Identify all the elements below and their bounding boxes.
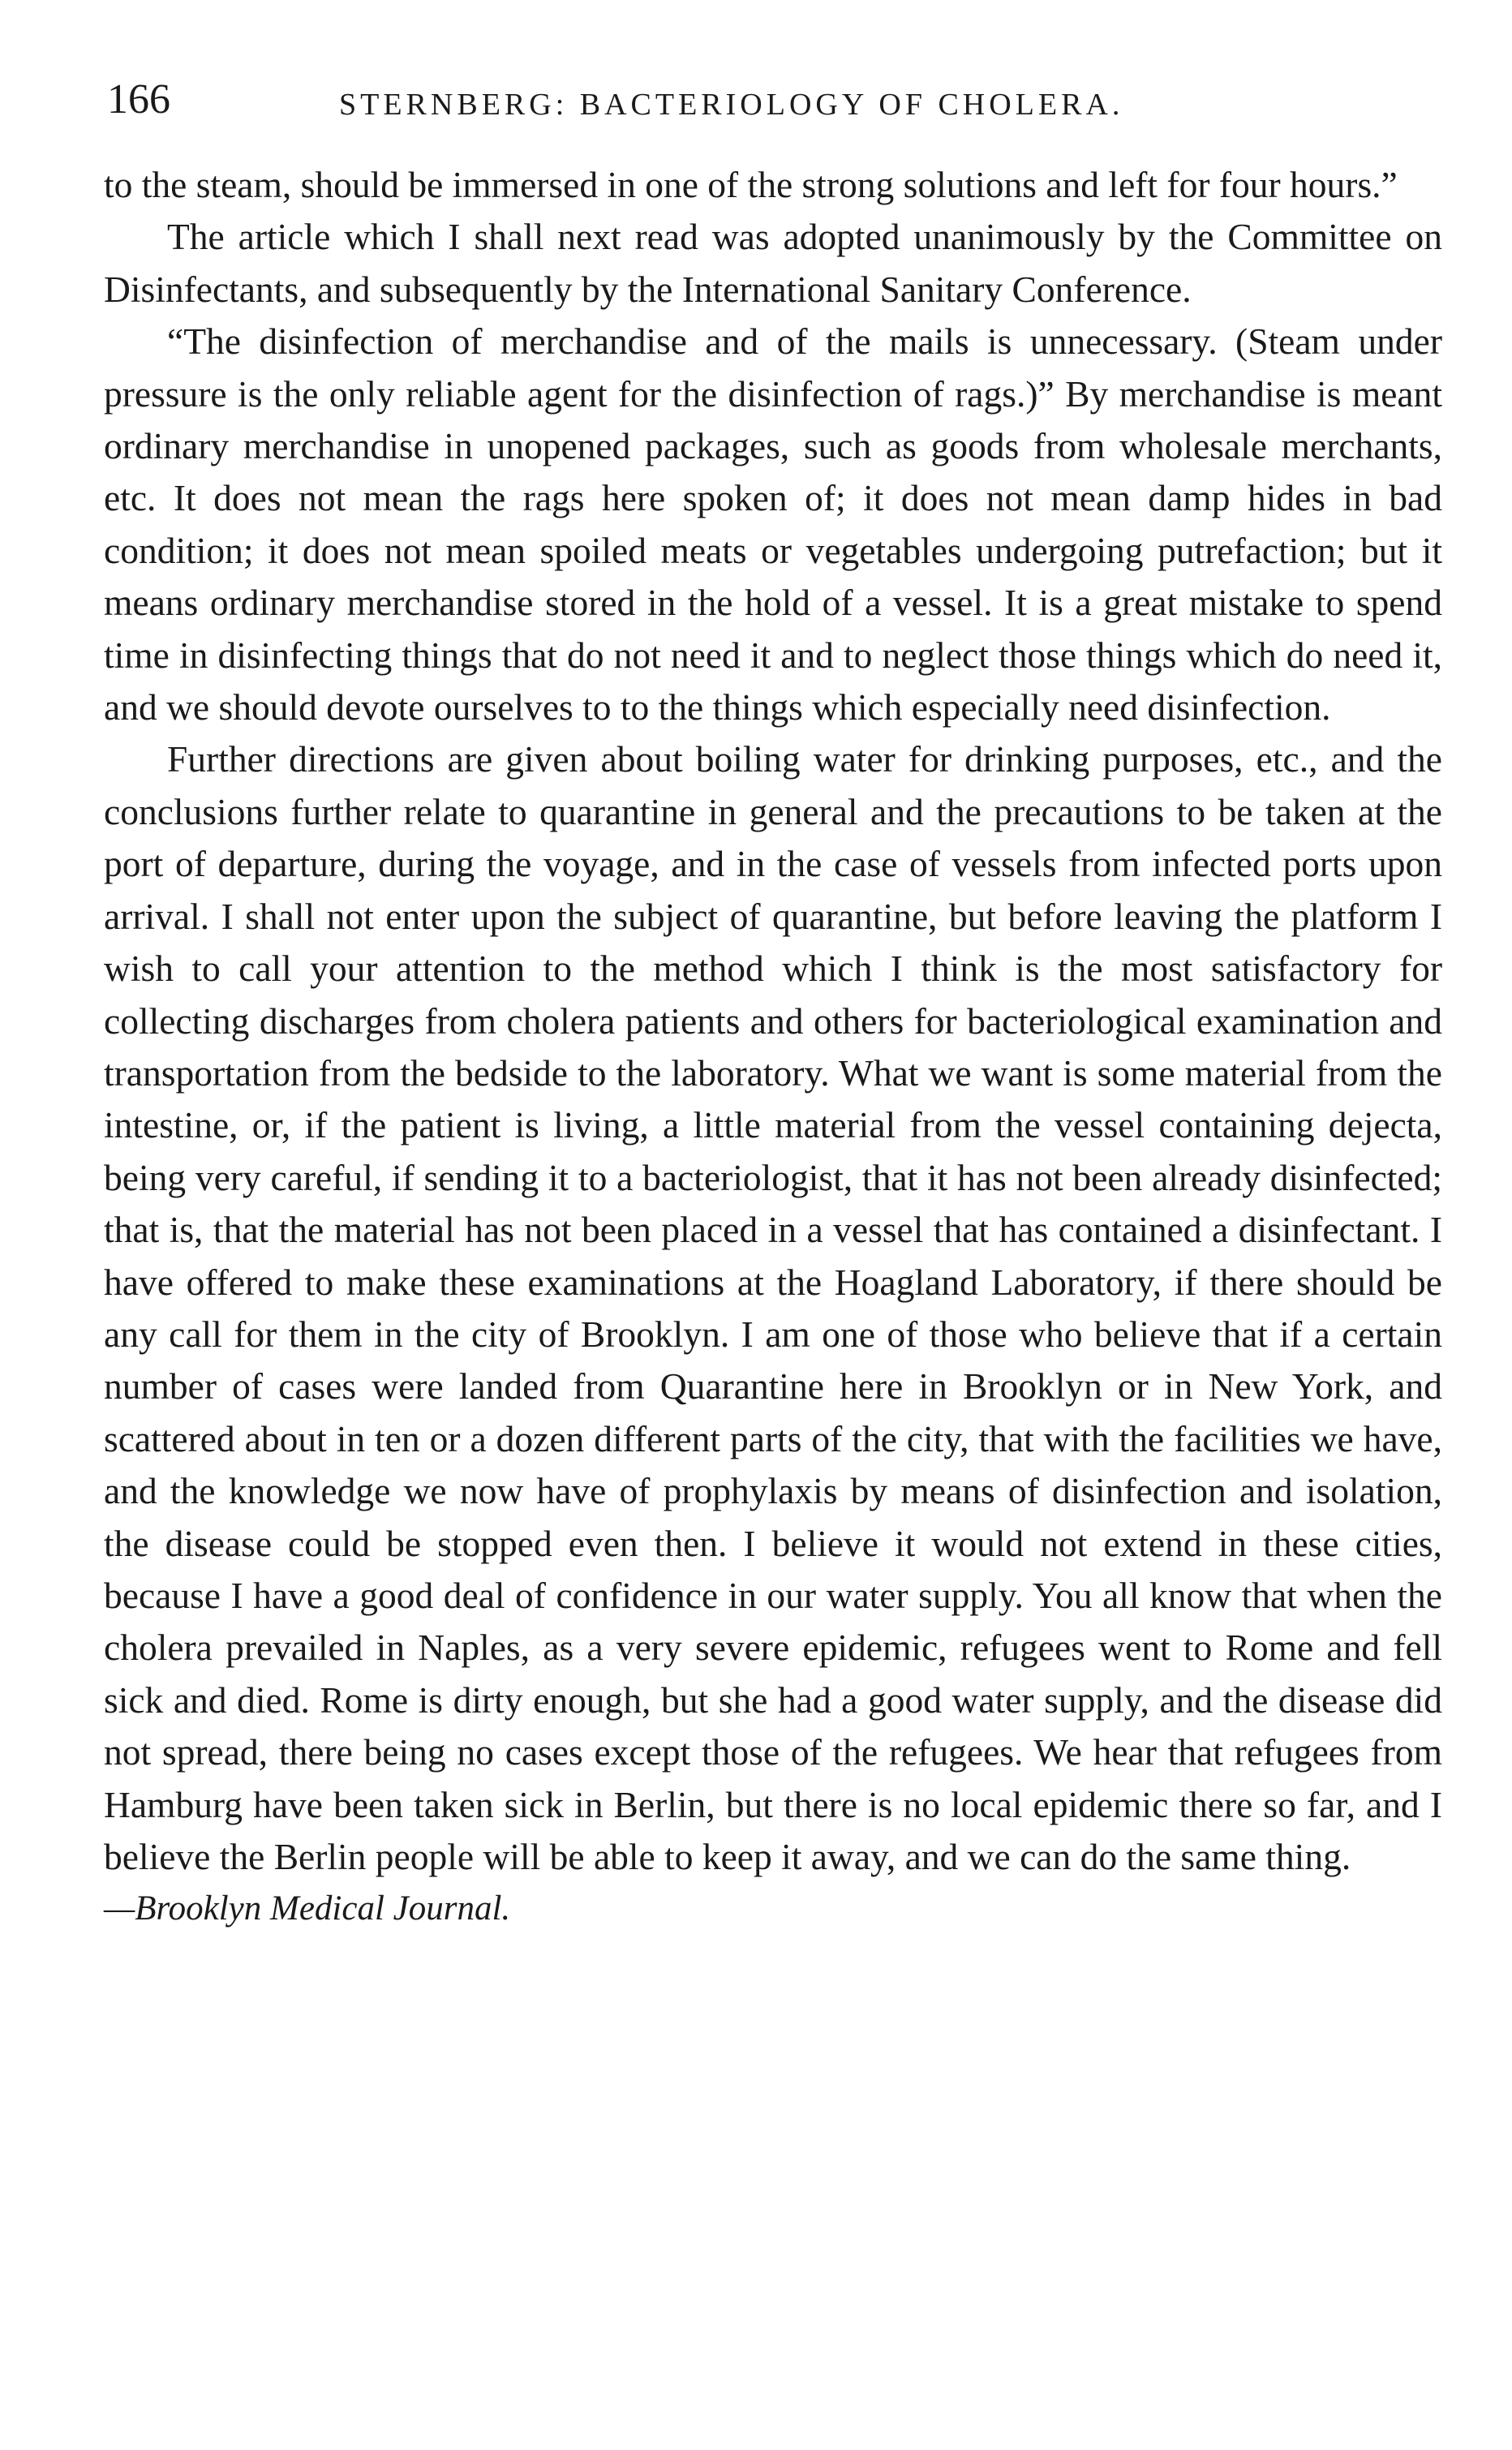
source-citation: —Brooklyn Medical Journal. (104, 1889, 511, 1928)
paragraph-merchandise: “The disinfection of merchandise and of the mails is unnecessary. (Steam under pressure is the only reliable agent for the disinfection of rags.)” By merchandise is meant ordinary merchandise in unopened packages, such as goods from wholesale merchants, etc. It does not mean the rags here spoken of; it does not mean damp hides in bad condition; it does not mean spoiled meats or vegetables undergoing putrefaction; but it means ordinary merchandise stored in the hold of a vessel. It is a great mistake to spend time in disinfecting things that do not need it and to neglect those things which do need it, and we should devote ourselves to to the things which especially need disinfection. (104, 320, 1442, 729)
page-number: 166 (107, 76, 170, 122)
paragraph-quarantine: Further directions are given about boiling water for drinking purposes, etc., and the conclusions further relate to quarantine in general and the precautions to be taken at the port of departure, during the voyage, and in the case of vessels from infected ports upon arrival. I shall not enter upon the subject of quarantine, but before leaving the platform I wish to call your attention to the method which I think is the most satisfactory for collecting discharges from cholera patients and others for bacteriological examination and transportation from the bedside to the laboratory. What we want is some material from the intestine, or, if the patient is living, a little material from the vessel containing dejecta, being very careful, if sending it to a bacteriologist, that it has not been already disinfected; that is, that the material has not been placed in a vessel that has contained a disinfectant. I have offered to make these examinations at the Hoagland Laboratory, if there should be any call for them in the city of Brooklyn. I am one of those who believe that if a certain number of cases were landed from Quarantine here in Brooklyn or in New York, and scattered about in ten or a dozen different parts of the city, that with the facilities we have, and the knowledge we now have of prophylaxis by means of disinfection and isolation, the disease could be stopped even then. I believe it would not extend in these cities, because I have a good deal of confidence in our water supply. You all know that when the cholera prevailed in Naples, as a very severe epidemic, refugees went to Rome and fell sick and died. Rome is dirty enough, but she had a good water supply, and the disease did not spread, there being no cases except those of the refugees. We hear that refugees from Hamburg have been taken sick in Berlin, but there is no local epidemic there so far, and I believe the Berlin people will be able to keep it away, and we can do the same thing. (104, 738, 1442, 1877)
running-head (96, 71, 1442, 128)
paragraph-article-intro: The article which I shall next read was adopted unanimously by the Committee on Disinfectants, and subsequently by the International Sanitary Conference. (104, 216, 1442, 310)
body-text (104, 159, 1442, 1936)
running-title: STERNBERG: BACTERIOLOGY OF CHOLERA. (339, 88, 1124, 122)
paragraph-continuation: to the steam, should be immersed in one of the strong solutions and left for four hours.” (104, 164, 1398, 205)
